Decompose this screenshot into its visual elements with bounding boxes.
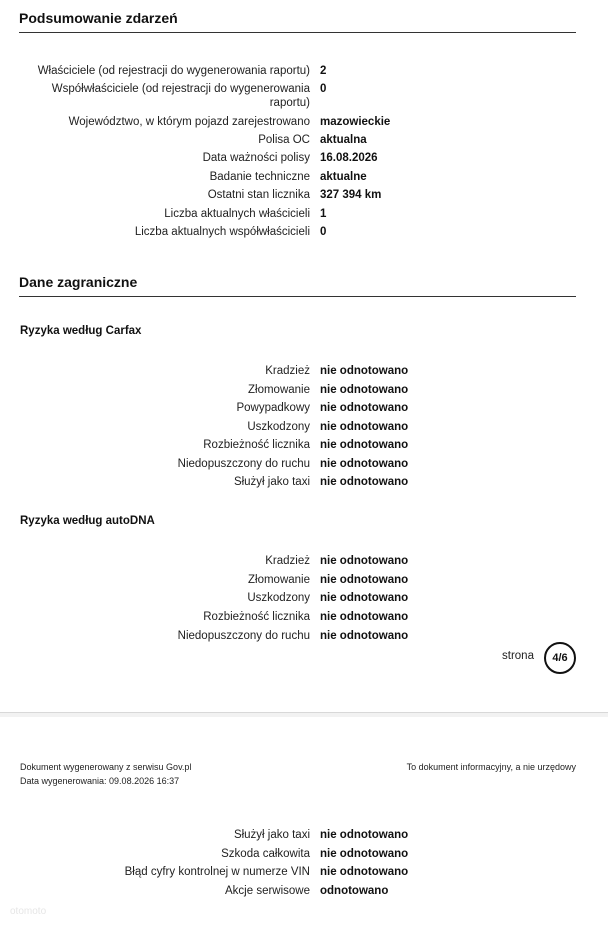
row-value: mazowieckie bbox=[320, 116, 391, 128]
row-value: nie odnotowano bbox=[320, 439, 409, 451]
row-label: Właściciele (od rejestracji do wygenerowania raportu) bbox=[37, 65, 310, 77]
row-value: 2 bbox=[320, 65, 327, 77]
row-value: 0 bbox=[320, 83, 327, 95]
row-value: 0 bbox=[320, 226, 327, 238]
row-label: Rozbieżność licznika bbox=[203, 611, 310, 623]
row-value: 1 bbox=[320, 208, 327, 220]
row-label: Służył jako taxi bbox=[233, 829, 310, 841]
row-label: Błąd cyfry kontrolnej w numerze VIN bbox=[124, 866, 310, 878]
row-label: Kradzież bbox=[265, 555, 310, 567]
row-value: 16.08.2026 bbox=[320, 152, 378, 164]
row-value: nie odnotowano bbox=[320, 458, 409, 470]
footer-source: Dokument wygenerowany z serwisu Gov.pl bbox=[20, 762, 192, 772]
page-number-badge: 4/6 bbox=[544, 642, 576, 674]
carfax-title: Ryzyka według Carfax bbox=[20, 325, 142, 337]
footer-disclaimer: To dokument informacyjny, a nie urzędowy bbox=[406, 762, 576, 772]
row-value: 327 394 km bbox=[320, 189, 382, 201]
row-value: nie odnotowano bbox=[320, 402, 409, 414]
row-label: Województwo, w którym pojazd zarejestrowano bbox=[68, 116, 310, 128]
row-value: aktualna bbox=[320, 134, 367, 146]
autodna-title: Ryzyka według autoDNA bbox=[20, 515, 155, 527]
row-label: Niedopuszczony do ruchu bbox=[177, 630, 310, 642]
row-value: nie odnotowano bbox=[320, 365, 409, 377]
row-label: Akcje serwisowe bbox=[225, 885, 310, 897]
row-value: aktualne bbox=[320, 171, 367, 183]
row-label: Uszkodzony bbox=[247, 421, 310, 433]
row-label: Współwłaściciele (od rejestracji do wygenerowania bbox=[51, 83, 310, 95]
row-label: Uszkodzony bbox=[247, 592, 310, 604]
footer-generated-date: Data wygenerowania: 09.08.2026 16:37 bbox=[20, 776, 180, 786]
row-value: nie odnotowano bbox=[320, 592, 409, 604]
row-value: nie odnotowano bbox=[320, 866, 409, 878]
row-value: nie odnotowano bbox=[320, 384, 409, 396]
page-break-divider bbox=[0, 712, 608, 717]
row-label: Złomowanie bbox=[248, 574, 310, 586]
summary-section-title: Podsumowanie zdarzeń bbox=[19, 10, 576, 33]
row-label: Liczba aktualnych współwłaścicieli bbox=[134, 226, 310, 238]
row-label-continuation: raportu) bbox=[269, 97, 310, 109]
row-value: nie odnotowano bbox=[320, 630, 409, 642]
row-value: nie odnotowano bbox=[320, 574, 409, 586]
row-label: Służył jako taxi bbox=[233, 476, 310, 488]
row-label: Liczba aktualnych właścicieli bbox=[164, 208, 310, 220]
row-label: Powypadkowy bbox=[236, 402, 310, 414]
row-value: nie odnotowano bbox=[320, 829, 409, 841]
row-label: Data ważności polisy bbox=[202, 152, 310, 164]
row-label: Rozbieżność licznika bbox=[203, 439, 310, 451]
row-value: odnotowano bbox=[320, 885, 389, 897]
watermark-logo: otomoto bbox=[10, 906, 47, 917]
foreign-section-title: Dane zagraniczne bbox=[19, 274, 576, 297]
row-label: Kradzież bbox=[265, 365, 310, 377]
row-value: nie odnotowano bbox=[320, 555, 409, 567]
row-value: nie odnotowano bbox=[320, 611, 409, 623]
row-value: nie odnotowano bbox=[320, 476, 409, 488]
row-value: nie odnotowano bbox=[320, 848, 409, 860]
page-label: strona bbox=[502, 650, 534, 662]
row-label: Szkoda całkowita bbox=[221, 848, 310, 860]
row-label: Ostatni stan licznika bbox=[207, 189, 310, 201]
row-label: Niedopuszczony do ruchu bbox=[177, 458, 310, 470]
row-label: Złomowanie bbox=[248, 384, 310, 396]
row-label: Polisa OC bbox=[258, 134, 310, 146]
row-value: nie odnotowano bbox=[320, 421, 409, 433]
row-label: Badanie techniczne bbox=[209, 171, 310, 183]
